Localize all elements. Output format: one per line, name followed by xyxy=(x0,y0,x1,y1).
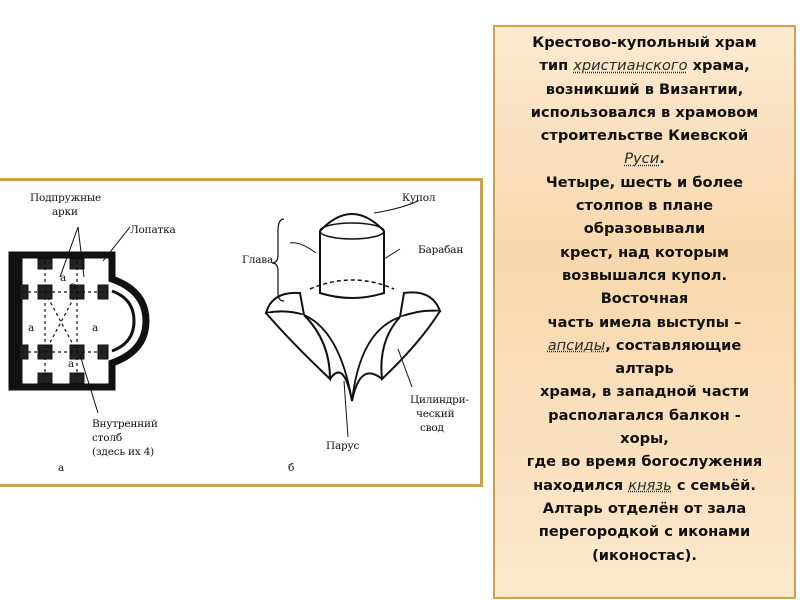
label-lopatka: Лопатка xyxy=(130,224,176,236)
label-kupol: Купол xyxy=(402,192,436,204)
text-line: столпов в плане xyxy=(575,197,714,215)
text-fragment: . xyxy=(659,150,665,168)
text-line: Четыре, шесть и более xyxy=(545,173,744,191)
text-line xyxy=(499,474,790,497)
text-line: где во время богослужения xyxy=(526,453,763,471)
label-podpruzhnye-1: Подпружные xyxy=(30,192,102,204)
label-a-3: а xyxy=(92,322,99,334)
text-fragment: , составляющие xyxy=(605,336,742,354)
text-line xyxy=(499,147,790,170)
label-vnutr-1: Внутренний xyxy=(92,418,158,430)
text-line: располагался балкон - xyxy=(548,406,741,424)
link-apsidy[interactable]: апсиды xyxy=(547,336,606,354)
link-knyaz[interactable]: князь xyxy=(628,476,672,494)
text-line: использовался в храмовом xyxy=(530,103,759,121)
text-fragment: с семьёй. xyxy=(671,476,756,494)
label-baraban: Барабан xyxy=(418,244,464,256)
text-line: образовывали xyxy=(583,220,706,238)
text-line: Восточная xyxy=(600,290,689,308)
text-fragment: находился xyxy=(533,476,629,494)
description-panel xyxy=(493,25,796,599)
label-glava: Глава xyxy=(242,254,274,266)
label-a-2: а xyxy=(28,322,35,334)
label-a-5: а xyxy=(60,272,67,284)
label-cil-2: ческий xyxy=(416,408,455,420)
text-line xyxy=(499,334,790,357)
text-fragment: тип xyxy=(539,57,574,75)
label-figure-a: а xyxy=(58,462,65,474)
text-line: перегородкой с иконами xyxy=(538,523,751,541)
text-line: крест, над которым xyxy=(560,243,729,261)
text-line: часть имела выступы – xyxy=(547,313,742,331)
label-cil-1: Цилиндри- xyxy=(410,394,469,406)
label-podpruzhnye-2: арки xyxy=(52,206,78,218)
text-line: возвышался купол. xyxy=(561,266,728,284)
label-a-1: а xyxy=(70,280,77,292)
text-line: Алтарь отделён от зала xyxy=(542,499,747,517)
label-cil-3: свод xyxy=(420,422,444,434)
text-line: возникший в Византии, xyxy=(545,80,744,98)
label-parus: Парус xyxy=(326,440,360,452)
link-rus[interactable]: Руси xyxy=(624,150,660,168)
text-line: хоры, xyxy=(620,430,669,448)
text-line: строительстве Киевской xyxy=(540,127,749,145)
text-line xyxy=(499,54,790,77)
link-christian[interactable]: христианского xyxy=(573,57,688,75)
figure-drawing xyxy=(0,181,483,490)
label-figure-b: б xyxy=(288,462,295,474)
text-line: (иконостас). xyxy=(592,546,697,564)
label-a-4: а xyxy=(68,358,75,370)
floor-plan xyxy=(12,227,146,413)
label-vnutr-2: столб xyxy=(92,432,123,444)
text-fragment: храма, xyxy=(687,57,750,75)
text-line: алтарь xyxy=(615,360,674,378)
text-line: храма, в западной части xyxy=(539,383,750,401)
label-vnutr-3: (здесь их 4) xyxy=(92,446,155,458)
text-line: Крестово-купольный храм xyxy=(532,34,757,51)
cross-dome-figure xyxy=(0,178,483,487)
